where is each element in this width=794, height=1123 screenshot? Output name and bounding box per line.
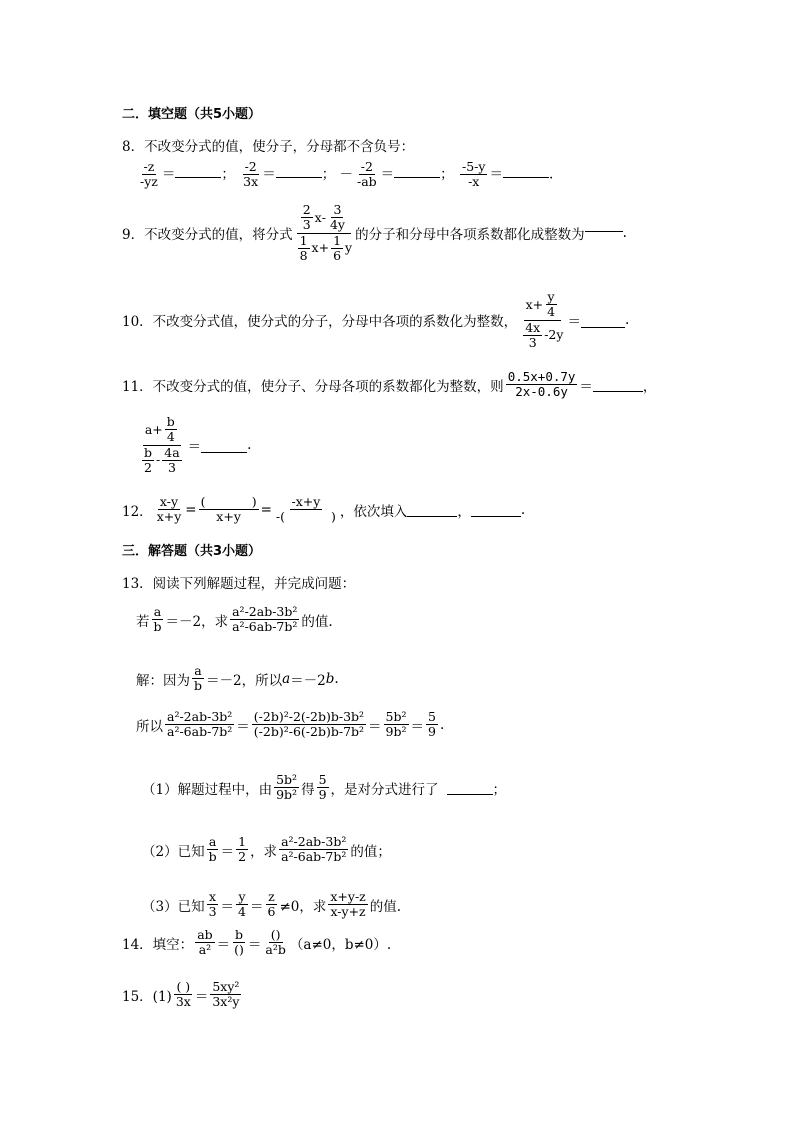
fraction: $\frac{\text{5b²}}{\text{9b²}}$ <box>385 709 407 740</box>
question-9-text: 9．不改变分式的值，将分式 <box>122 227 293 244</box>
answer-blank[interactable] <box>394 177 440 178</box>
answer-blank[interactable] <box>503 177 549 178</box>
fraction: $\frac{\text{a²-2ab-3b²}}{\text{a²-6ab-7b²}}$ <box>232 604 298 635</box>
fraction: $\frac{0.5x+0.7y}{2x-0.6y}$ <box>507 369 576 400</box>
question-14: 14．填空： $\frac{ab}{\text{a²}}$ ＝ $\frac{b}{()}$ ＝ $\frac{()}{\text{a²b}}$ （a≠0，b≠0）. <box>122 927 392 958</box>
question-13-derivation: 所以 $\frac{\text{a²-2ab-3b²}}{\text{a²-6ab-7b²}}$ ＝ $\frac{\text{(-2b)²-2(-2b)b-3b²}}{\text{(-2b)²-6(-2b)b-7b²}}$ ＝ $\frac{\text{5b²}}{\text{9b²}}$ ＝ $\frac{5}{9}$ . <box>136 709 445 740</box>
question-13-part1: （1）解题过程中，由 $\frac{\text{5b²}}{\text{9b²}}$ 得 $\frac{5}{9}$ ，是对分式进行了 ； <box>142 772 507 803</box>
fraction: $\frac{b}{()}$ <box>234 927 244 958</box>
fraction: $\frac{( )}{3x}$ <box>175 979 191 1010</box>
fraction: $\frac{-z}{-yz}$ <box>140 159 158 190</box>
question-13-part3: （3）已知 $\frac{x}{3}$ ＝ $\frac{y}{4}$ ＝ $\frac{z}{6}$ ≠0，求 $\frac{x+y-z}{x-y+z}$ 的值. <box>142 889 402 920</box>
fraction: $\frac{5}{9}$ <box>428 709 436 740</box>
answer-blank[interactable] <box>471 502 521 517</box>
answer-blank[interactable] <box>276 177 322 178</box>
fraction: $\frac{a}{b}$ <box>208 834 217 865</box>
fraction: $\frac{a}{b}$ <box>153 604 162 635</box>
compound-fraction: a+ $\frac{b}{4}$ $\frac{b}{2}$ - $\frac{4a}{3}$ <box>144 414 180 476</box>
question-11-text: 11．不改变分式的值，使分子、分母各项的系数都化为整数，则 <box>122 378 504 395</box>
fraction: $\frac{\text{a²-2ab-3b²}}{\text{a²-6ab-7b²}}$ <box>281 834 347 865</box>
fraction: $\frac{\text{a²-2ab-3b²}}{\text{a²-6ab-7b²}}$ <box>167 709 233 740</box>
fraction: $\frac{\text{5xy²}}{\text{3x²y}}$ <box>212 979 240 1010</box>
fraction: $\frac{\text{5b²}}{\text{9b²}}$ <box>276 772 298 803</box>
question-13-part2: （2）已知 $\frac{a}{b}$ ＝ $\frac{1}{2}$ ，求 $\frac{\text{a²-2ab-3b²}}{\text{a²-6ab-7b²}}$ 的值； <box>142 834 391 865</box>
compound-fraction: $\frac{2}{3}$ x - $\frac{3}{4y}$ $\frac{1}{8}$ x+ $\frac{1}{6}$ y <box>294 203 355 264</box>
section-3-title: 三．解答题（共3小题） <box>122 544 262 559</box>
fraction: $\frac{ab}{\text{a²}}$ <box>197 927 213 958</box>
answer-blank[interactable] <box>175 177 221 178</box>
fraction: $\frac{-2}{-ab}$ <box>356 159 377 190</box>
fraction: $\frac{y}{4}$ <box>238 889 246 920</box>
section-2-title: 二．填空题（共5小题） <box>122 107 262 122</box>
question-15: 15．(1) $\frac{( )}{3x}$ ＝ $\frac{\text{5xy²}}{\text{3x²y}}$ <box>122 979 240 1010</box>
question-8-text: 8．不改变分式的值，使分子，分母都不含负号： <box>122 139 415 155</box>
question-10-text: 10．不改变分式值，使分式的分子，分母中各项的系数化为整数， <box>122 314 518 331</box>
fraction: $\frac{\text{(-2b)²-2(-2b)b-3b²}}{\text{(-2b)²-6(-2b)b-7b²}}$ <box>253 709 365 740</box>
answer-blank[interactable] <box>593 377 643 392</box>
answer-blank[interactable] <box>585 231 623 232</box>
question-11-part2: a+ $\frac{b}{4}$ $\frac{b}{2}$ - $\frac{4a}{3}$ ＝ . <box>136 415 251 476</box>
question-12: 12． $\frac{x-y}{x+y}$ = ( ) x+y = -x+y -( ) ，依次填入 ， . <box>122 494 526 525</box>
fraction: $\frac{x}{3}$ <box>208 889 217 920</box>
fraction: ( ) x+y <box>200 494 257 525</box>
answer-blank[interactable] <box>581 313 625 328</box>
fraction: $\frac{x+y-z}{x-y+z}$ <box>330 889 366 920</box>
question-13-solution: 解：因为 $\frac{a}{b}$ ＝－2，所以 a ＝－2 b . <box>136 663 339 694</box>
question-13-given: 若 $\frac{a}{b}$ ＝－2，求 $\frac{\text{a²-2ab-3b²}}{\text{a²-6ab-7b²}}$ 的值. <box>136 604 333 635</box>
answer-blank[interactable] <box>407 502 457 517</box>
question-8-fractions: $\frac{-z}{-yz}$ ＝ ； $\frac{-2}{3x}$ ＝ ； － $\frac{-2}{-ab}$ ＝ ； $\frac{-5-y}{-x}$ ＝ . <box>140 159 554 190</box>
answer-blank[interactable] <box>447 780 493 795</box>
fraction: $\frac{z}{6}$ <box>267 889 276 920</box>
question-11: 11．不改变分式的值，使分子、分母各项的系数都化为整数，则 $\frac{0.5x+0.7y}{2x-0.6y}$ ＝ ， <box>122 369 657 400</box>
fraction: $\frac{1}{2}$ <box>238 834 247 865</box>
question-13-text: 13．阅读下列解题过程，并完成问题： <box>122 576 356 592</box>
question-9: 9．不改变分式的值，将分式 $\frac{2}{3}$ x - $\frac{3}{4y}$ $\frac{1}{8}$ x+ $\frac{1}{6}$ y 的分子和分母中各项系数都化成整数为 . <box>122 202 627 264</box>
question-10: 10．不改变分式值，使分式的分子，分母中各项的系数化为整数， x+ $\frac{y}{4}$ $\frac{4x}{3}$ -2y ＝ . <box>122 289 630 351</box>
fraction: $\frac{()}{\text{a²b}}$ <box>265 927 286 958</box>
fraction: -x+y -( ) <box>275 494 336 525</box>
fraction: $\frac{5}{9}$ <box>318 772 327 803</box>
fraction: $\frac{-5-y}{-x}$ <box>461 159 486 190</box>
fraction: $\frac{x-y}{x+y}$ <box>156 494 182 525</box>
compound-fraction: x+ $\frac{y}{4}$ $\frac{4x}{3}$ -2y <box>525 289 564 351</box>
fraction: $\frac{-2}{3x}$ <box>243 159 259 190</box>
answer-blank[interactable] <box>201 438 247 453</box>
fraction: $\frac{a}{b}$ <box>194 663 203 694</box>
